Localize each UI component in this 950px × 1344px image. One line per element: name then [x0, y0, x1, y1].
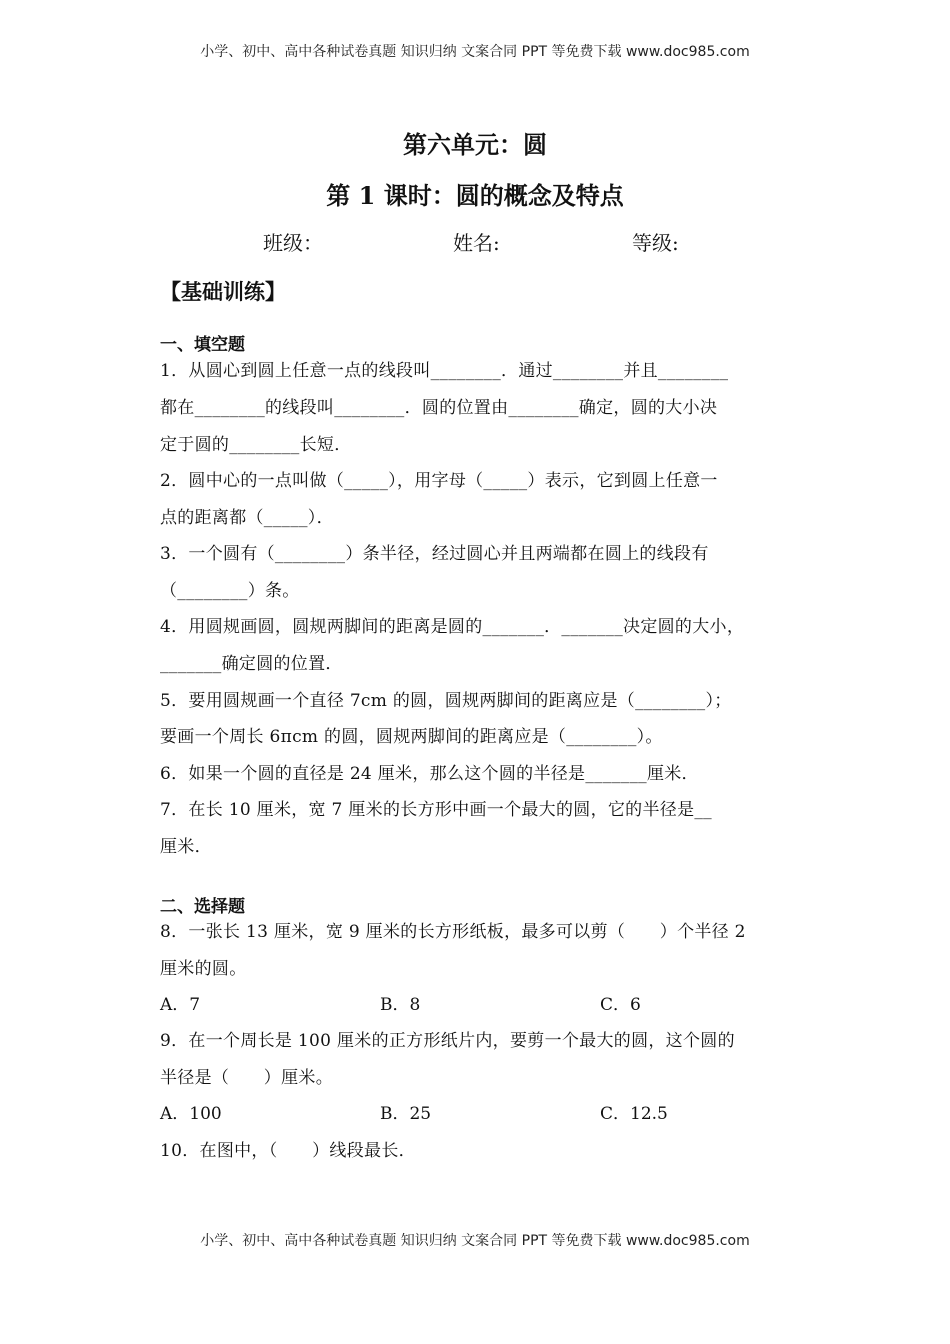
- question-1-line-3: 定于圆的________长短．: [160, 435, 352, 455]
- question-6: 6．如果一个圆的直径是 24 厘米，那么这个圆的半径是_______厘米．: [160, 764, 699, 784]
- q8-option-b: B．8: [380, 995, 421, 1015]
- question-5-line-2: 要画一个周长 6πcm 的圆，圆规两脚间的距离应是（________）。: [160, 727, 663, 747]
- question-3-line-1: 3．一个圆有（________）条半径，经过圆心并且两端都在圆上的线段有: [160, 544, 709, 564]
- section-basic-training: 【基础训练】: [160, 279, 286, 304]
- q9-option-c: C．12.5: [600, 1104, 668, 1124]
- question-3-line-2: （________）条。: [160, 581, 300, 601]
- question-2-line-2: 点的距离都（_____）．: [160, 508, 334, 528]
- question-9-line-1: 9．在一个周长是 100 厘米的正方形纸片内，要剪一个最大的圆，这个圆的: [160, 1031, 735, 1051]
- question-5-line-1: 5．要用圆规画一个直径 7cm 的圆，圆规两脚间的距离应是（________）；: [160, 691, 732, 711]
- question-8-line-2: 厘米的圆。: [160, 959, 247, 979]
- q9-option-a: A．100: [160, 1104, 222, 1124]
- question-4-line-1: 4．用圆规画圆，圆规两脚间的距离是圆的_______．_______决定圆的大小，: [160, 617, 745, 637]
- question-4-line-2: _______确定圆的位置．: [160, 654, 343, 674]
- class-label: 班级：: [263, 231, 323, 255]
- q8-option-a: A．7: [160, 995, 201, 1015]
- question-2-line-1: 2．圆中心的一点叫做（_____），用字母（_____）表示，它到圆上任意一: [160, 471, 718, 491]
- section-fill-in-blank: 一、填空题: [160, 335, 245, 355]
- question-10: 10．在图中，（ ）线段最长．: [160, 1141, 416, 1161]
- lesson-title: 第 1 课时：圆的概念及特点: [326, 181, 624, 210]
- question-7-line-2: 厘米．: [160, 837, 212, 857]
- question-9-line-2: 半径是（ ）厘米。: [160, 1068, 333, 1088]
- section-multiple-choice: 二、选择题: [160, 897, 245, 917]
- question-8-line-1: 8．一张长 13 厘米，宽 9 厘米的长方形纸板，最多可以剪（ ）个半径 2: [160, 922, 746, 942]
- q8-option-c: C．6: [600, 995, 641, 1015]
- page-header: 小学、初中、高中各种试卷真题 知识归纳 文案合同 PPT 等免费下载 www.doc985.com: [200, 44, 750, 60]
- page-footer: 小学、初中、高中各种试卷真题 知识归纳 文案合同 PPT 等免费下载 www.doc985.com: [200, 1233, 750, 1249]
- question-1-line-2: 都在________的线段叫________．圆的位置由________确定，圆的大小决: [160, 398, 718, 418]
- unit-title: 第六单元：圆: [403, 130, 547, 159]
- grade-label: 等级:: [632, 231, 679, 255]
- q9-option-b: B．25: [380, 1104, 432, 1124]
- question-1-line-1: 1．从圆心到圆上任意一点的线段叫________．通过________并且________: [160, 361, 729, 381]
- question-7-line-1: 7．在长 10 厘米，宽 7 厘米的长方形中画一个最大的圆，它的半径是__: [160, 800, 712, 820]
- name-label: 姓名:: [453, 231, 500, 255]
